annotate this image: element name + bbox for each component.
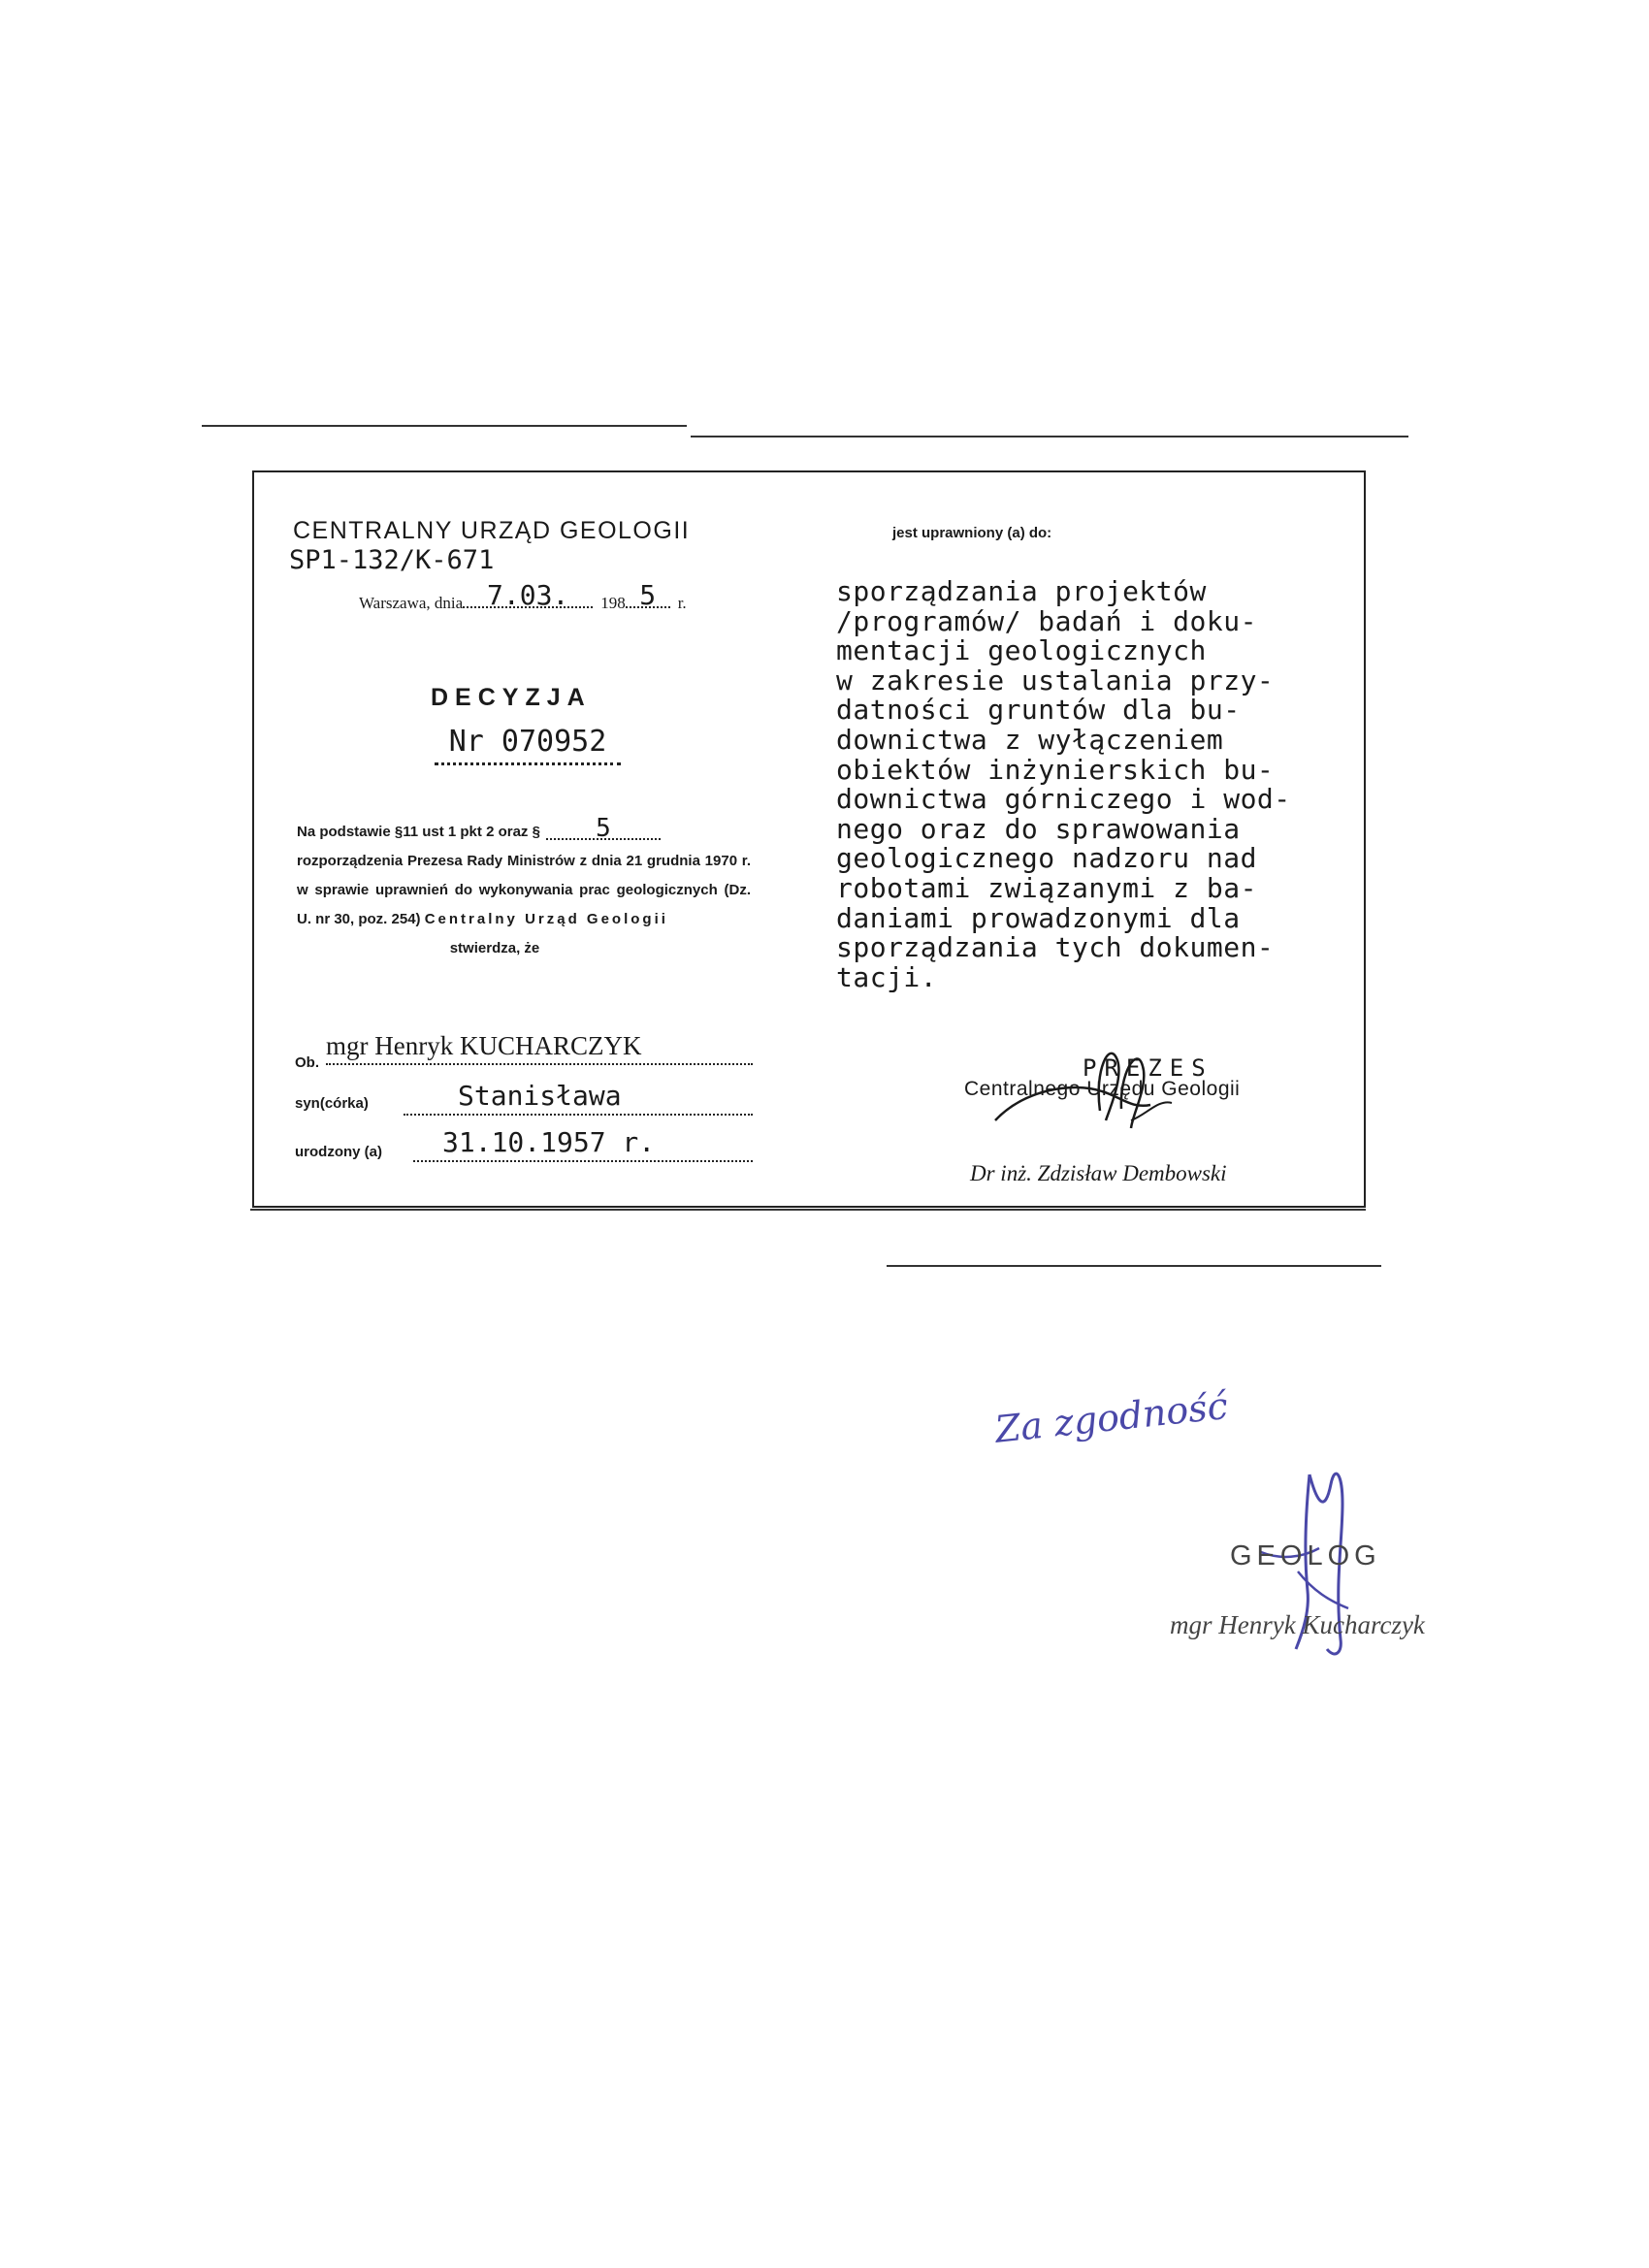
parent-label: syn(córka) <box>295 1095 369 1112</box>
authorization-line: downictwa górniczego i wod- <box>836 783 1291 816</box>
authorization-line: sporządzania projektów <box>836 575 1207 607</box>
parent-name: Stanisława <box>404 1080 753 1116</box>
legal-intro-line <box>297 814 751 847</box>
geolog-stamp-brand: GEOLOG <box>1230 1540 1381 1571</box>
birth-label: urodzony (a) <box>295 1144 382 1160</box>
authorization-line: daniami prowadzonymi dla <box>836 901 1241 934</box>
institution-heading: CENTRALNY URZĄD GEOLOGII <box>293 517 691 544</box>
legal-closing: stwierdza, że <box>449 940 540 956</box>
card-bottom-rule <box>250 1209 1366 1211</box>
handwritten-note: Za zgodność <box>992 1383 1230 1451</box>
lower-rule <box>887 1265 1381 1267</box>
authorization-line: /programów/ badań i doku- <box>836 604 1257 637</box>
authorization-line: tacji. <box>836 960 938 993</box>
stamp-institution: Centralnego Urzędu Geologii <box>964 1078 1241 1100</box>
person-label: Ob. <box>295 1054 319 1071</box>
authorized-heading: jest uprawniony (a) do: <box>892 525 1052 541</box>
person-name: mgr Henryk KUCHARCZYK <box>326 1031 753 1065</box>
authorization-line: w zakresie ustalania przy- <box>836 664 1275 697</box>
year-label: r. <box>677 594 687 612</box>
decision-number: Nr 070952 <box>435 725 621 765</box>
authorization-line: sporządzania tych dokumen- <box>836 931 1275 964</box>
legal-intro: Na podstawie §11 ust 1 pkt 2 oraz § <box>297 824 540 840</box>
signatory-name: Dr inż. Zdzisław Dembowski <box>970 1161 1227 1185</box>
year-prefix: 198 <box>600 594 626 612</box>
date-line <box>359 579 687 613</box>
year-suffix: 5 <box>626 585 670 608</box>
top-rule-right <box>691 436 1408 437</box>
authorization-line: downictwa z wyłączeniem <box>836 723 1224 756</box>
authorization-line: robotami związanymi z ba- <box>836 871 1257 904</box>
president-signature <box>986 1031 1180 1138</box>
parent-line <box>295 1080 755 1122</box>
legal-institution: Centralny Urząd Geologii <box>424 911 668 927</box>
geolog-stamp-name: mgr Henryk Kucharczyk <box>1170 1610 1425 1639</box>
legal-body: rozporządzenia Prezesa Rady Ministrów z dnia 21 grudnia 1970 r. w sprawie uprawnień do wykonywania prac geologicznych (Dz. U. nr 30, poz. 254) Centralny Urząd Geologii <box>297 853 751 927</box>
reference-number: SP1-132/K-671 <box>289 545 495 575</box>
legal-paragraph-number: 5 <box>546 819 661 840</box>
decision-title: DECYZJA <box>431 684 592 711</box>
place-label: Warszawa, dnia <box>359 594 464 612</box>
authorization-line: obiektów inżynierskich bu- <box>836 753 1275 786</box>
decision-card <box>252 470 1366 1212</box>
authorization-line: nego oraz do sprawowania <box>836 812 1241 845</box>
authorization-text <box>836 577 1291 992</box>
stamp-title: PREZES <box>1083 1054 1213 1082</box>
authorization-line: mentacji geologicznych <box>836 634 1207 667</box>
top-rule-left <box>202 425 687 427</box>
authorization-line: datności gruntów dla bu- <box>836 694 1241 727</box>
person-line <box>295 1031 755 1078</box>
legal-basis <box>297 814 751 963</box>
birth-date: 31.10.1957 r. <box>413 1126 753 1162</box>
date-value: 7.03. <box>463 585 593 608</box>
authorization-line: geologicznego nadzoru nad <box>836 842 1257 875</box>
birth-line <box>295 1126 755 1173</box>
